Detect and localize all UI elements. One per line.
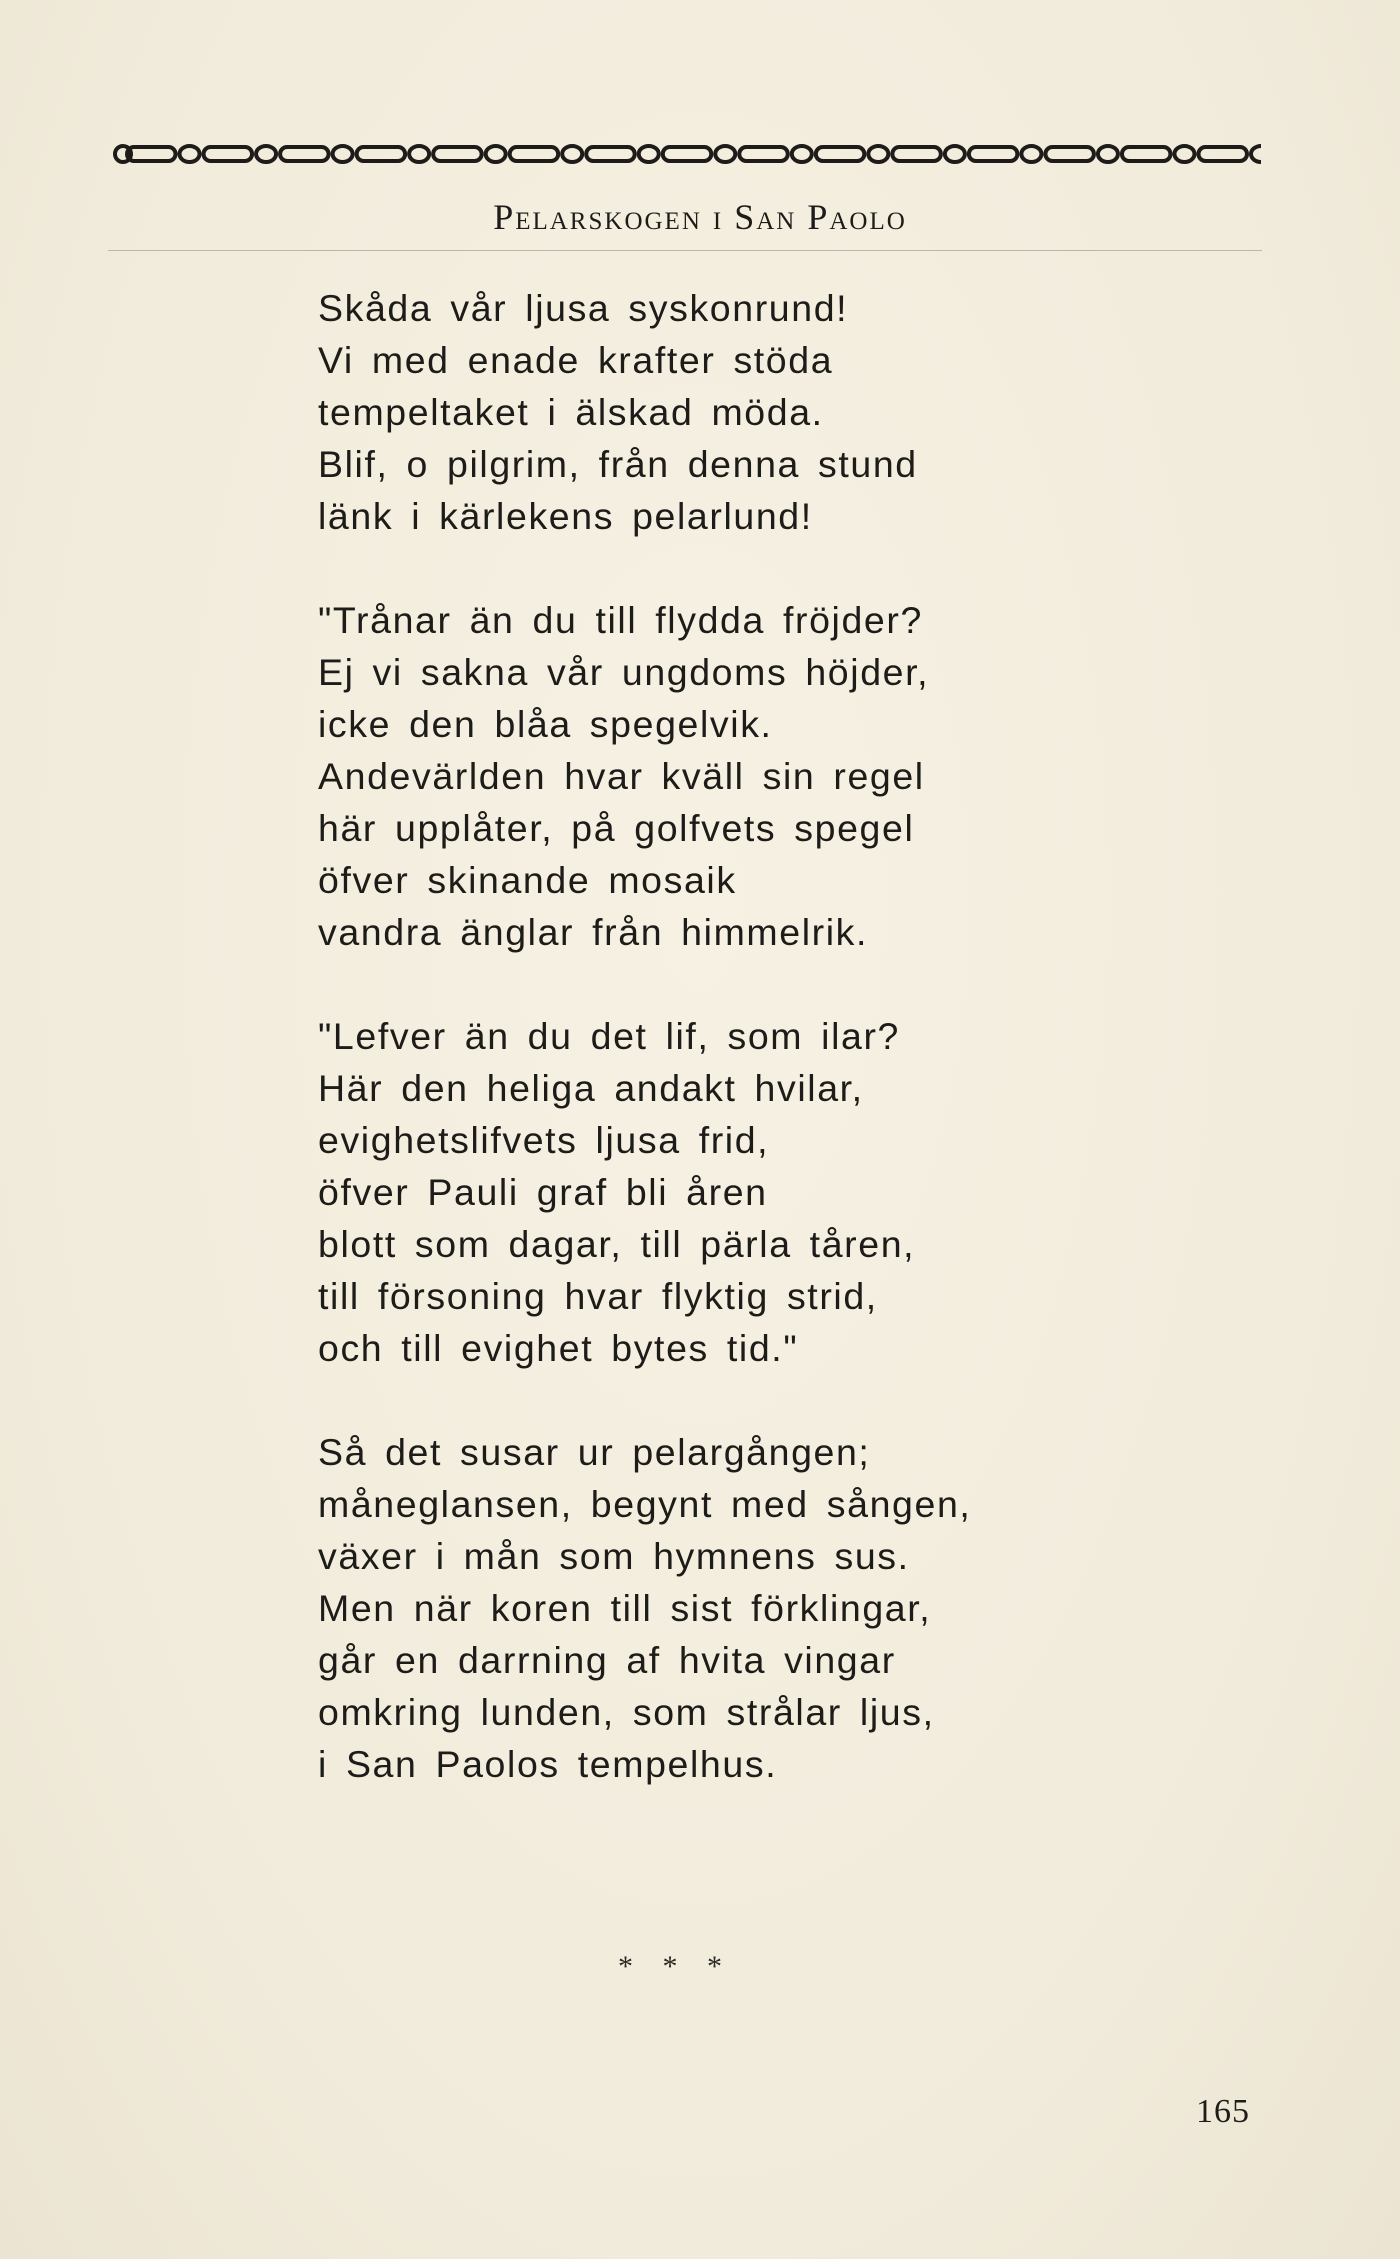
verse-line: måneglansen, begynt med sången,	[318, 1483, 972, 1525]
chain-link	[586, 147, 635, 161]
chain-ring	[1021, 146, 1041, 162]
chain-link	[1122, 147, 1171, 161]
chain-ring	[792, 146, 812, 162]
chain-link	[739, 147, 788, 161]
chain-ring	[562, 146, 582, 162]
chain-ring	[715, 146, 735, 162]
verse-line: växer i mån som hymnens sus.	[318, 1535, 910, 1577]
verse-line: icke den blåa spegelvik.	[318, 703, 773, 745]
chain-link	[433, 147, 482, 161]
running-head: Pelarskogen i San Paolo	[493, 197, 907, 237]
page-number: 165	[1196, 2093, 1250, 2130]
verse-line: går en darrning af hvita vingar	[318, 1639, 896, 1681]
verse-line: öfver skinande mosaik	[318, 859, 737, 901]
verse-line: Skåda vår ljusa syskonrund!	[318, 287, 849, 329]
chain-link	[357, 147, 406, 161]
chain-link	[663, 147, 712, 161]
stanza	[318, 594, 1078, 958]
verse-line: Vi med enade krafter stöda	[318, 339, 834, 381]
chain-ring	[333, 146, 353, 162]
stanza	[318, 1426, 1078, 1790]
verse-line: vandra änglar från himmelrik.	[318, 911, 869, 953]
chain-ring	[1251, 146, 1261, 162]
chain-link	[969, 147, 1018, 161]
verse-line: Ej vi sakna vår ungdoms höjder,	[318, 651, 930, 693]
verse-line: i San Paolos tempelhus.	[318, 1743, 778, 1785]
chain-ring	[945, 146, 965, 162]
chain-ornament-border	[113, 141, 1261, 167]
verse-line: öfver Pauli graf bli åren	[318, 1171, 768, 1213]
chain-link	[892, 147, 941, 161]
verse-line: Här den heliga andakt hvilar,	[318, 1067, 864, 1109]
chain-ring	[180, 146, 200, 162]
verse-line: blott som dagar, till pärla tåren,	[318, 1223, 916, 1265]
chain-ring	[868, 146, 888, 162]
stanza	[318, 282, 1078, 542]
verse-line: Så det susar ur pelargången;	[318, 1431, 871, 1473]
poem	[318, 282, 1078, 1790]
verse-line: här upplåter, på golfvets spegel	[318, 807, 915, 849]
verse-line: länk i kärlekens pelarlund!	[318, 495, 813, 537]
chain-link	[1045, 147, 1094, 161]
chain-ring	[1098, 146, 1118, 162]
verse-line: omkring lunden, som strålar ljus,	[318, 1691, 935, 1733]
verse-line: Men när koren till sist förklingar,	[318, 1587, 932, 1629]
chain-ring	[486, 146, 506, 162]
chain-ring	[639, 146, 659, 162]
chain-ring	[1174, 146, 1194, 162]
header-rule	[108, 250, 1262, 251]
chain-link	[1198, 147, 1247, 161]
chain-link	[204, 147, 253, 161]
verse-line: till försoning hvar flyktig strid,	[318, 1275, 878, 1317]
verse-line: evighetslifvets ljusa frid,	[318, 1119, 770, 1161]
chain-ring	[409, 146, 429, 162]
chain-link	[127, 147, 176, 161]
stanza	[318, 1010, 1078, 1374]
verse-line: Blif, o pilgrim, från denna stund	[318, 443, 918, 485]
chain-link	[510, 147, 559, 161]
verse-line: och till evighet bytes tid."	[318, 1327, 799, 1369]
verse-line: "Lefver än du det lif, som ilar?	[318, 1015, 901, 1057]
chain-link	[816, 147, 865, 161]
asterism-divider: * * *	[618, 1950, 722, 1983]
verse-line: "Trånar än du till flydda fröjder?	[318, 599, 923, 641]
chain-link	[280, 147, 329, 161]
verse-line: tempeltaket i älskad möda.	[318, 391, 824, 433]
chain-ring	[256, 146, 276, 162]
verse-line: Andevärlden hvar kväll sin regel	[318, 755, 925, 797]
